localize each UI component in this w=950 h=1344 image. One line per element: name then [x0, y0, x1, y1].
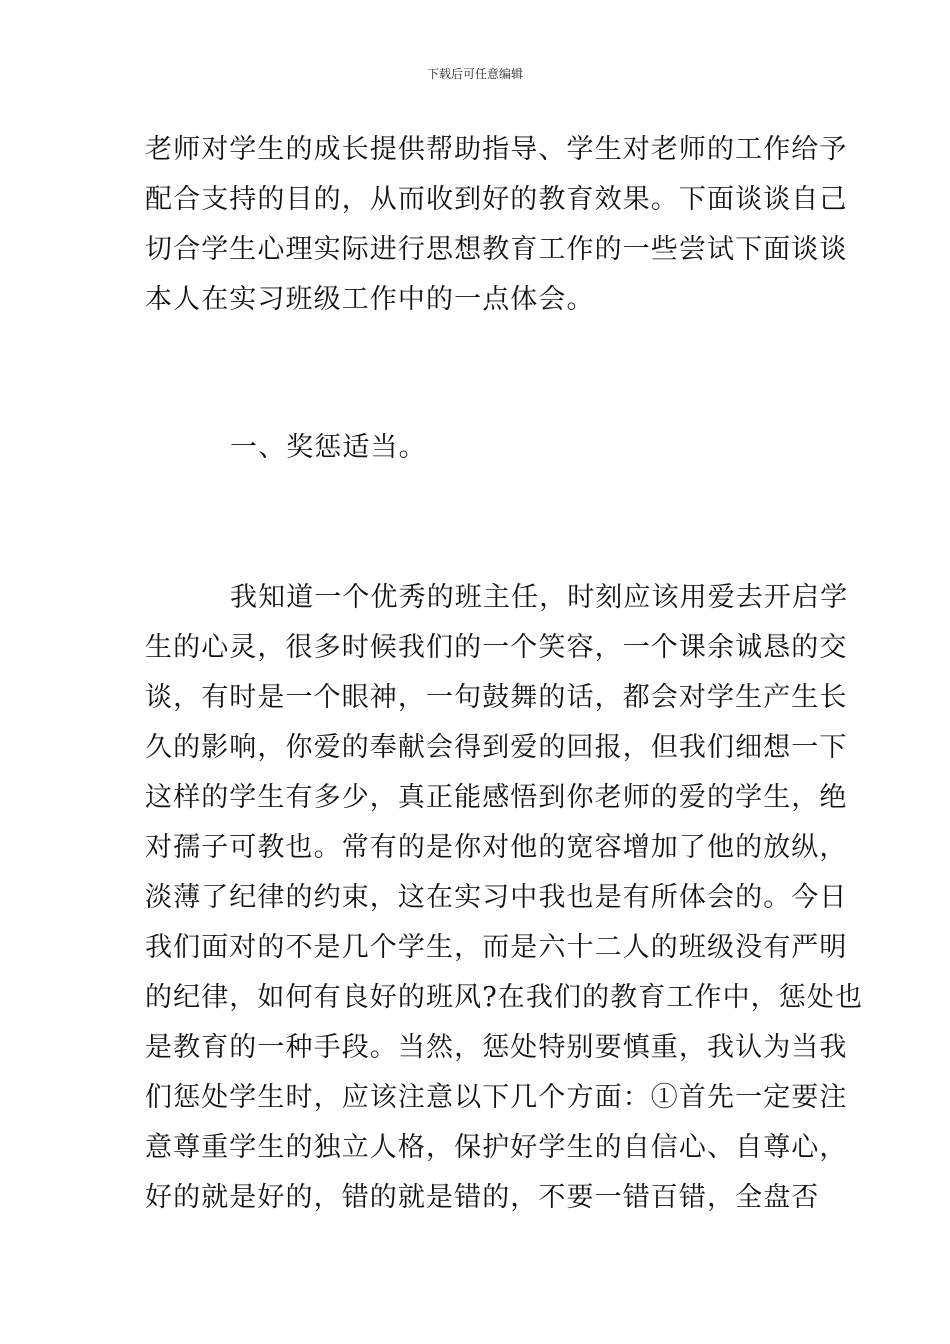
paragraph-line: 谈，有时是一个眼神，一句鼓舞的话，都会对学生产生长	[145, 682, 848, 713]
paragraph-line: 老师对学生的成长提供帮助指导、学生对老师的工作给予	[145, 134, 848, 165]
paragraph-line: 生的心灵，很多时候我们的一个笑容，一个课余诚恳的交	[145, 632, 848, 663]
paragraph-line: 本人在实习班级工作中的一点体会。	[145, 284, 595, 315]
page-header: 下载后可任意编辑	[426, 67, 523, 81]
paragraph-line: 是教育的一种手段。当然，惩处特别要慎重，我认为当我	[145, 1032, 848, 1063]
paragraph-line: 对孺子可教也。常有的是你对他的宽容增加了他的放纵，	[145, 832, 848, 863]
paragraph-line: 切合学生心理实际进行思想教育工作的一些尝试下面谈谈	[145, 234, 848, 265]
paragraph-line: 好的就是好的，错的就是错的，不要一错百错，全盘否	[145, 1182, 820, 1213]
paragraph-line: 意尊重学生的独立人格，保护好学生的自信心、自尊心，	[145, 1132, 848, 1163]
paragraph-line: 的纪律，如何有良好的班风?在我们的教育工作中，惩处也	[145, 982, 864, 1013]
paragraph-line: 们惩处学生时，应该注意以下几个方面：①首先一定要注	[145, 1082, 848, 1113]
section-heading: 一、奖惩适当。	[230, 432, 427, 463]
paragraph-line: 久的影响，你爱的奉献会得到爱的回报，但我们细想一下	[145, 732, 848, 763]
paragraph-line: 配合支持的目的，从而收到好的教育效果。下面谈谈自己	[145, 184, 848, 215]
paragraph-line: 淡薄了纪律的约束，这在实习中我也是有所体会的。今日	[145, 882, 848, 913]
paragraph-line: 我知道一个优秀的班主任，时刻应该用爱去开启学	[230, 582, 849, 613]
paragraph-line: 我们面对的不是几个学生，而是六十二人的班级没有严明	[145, 932, 848, 963]
paragraph-line: 这样的学生有多少，真正能感悟到你老师的爱的学生，绝	[145, 782, 848, 813]
